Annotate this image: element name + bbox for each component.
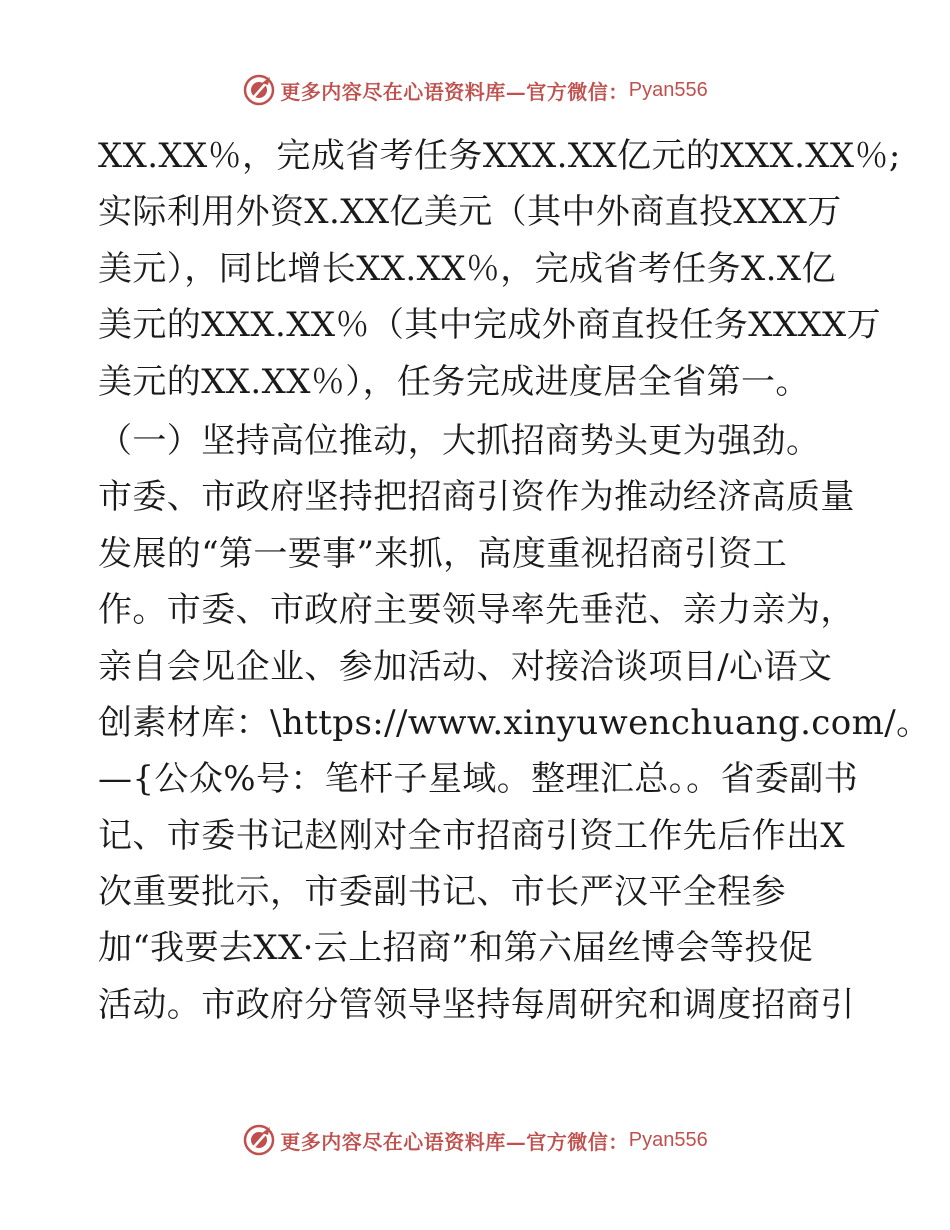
body-line: 活动。市政府分管领导坚持每周研究和调度招商引: [98, 984, 855, 1025]
body-line: 实际利用外资X.XX亿美元（其中外商直投XXX万: [98, 192, 842, 233]
body-line: 创素材库：\https://www.xinyuwenchuang.com/。: [98, 702, 931, 743]
body-line: 市委、市政府坚持把招商引资作为推动经济高质量: [98, 477, 855, 518]
body-line: 美元的XX.XX％），任务完成进度居全省第一。: [98, 361, 810, 402]
body-line: 加“我要去XX·云上招商”和第六届丝博会等投促: [98, 928, 814, 969]
section-heading: （一）坚持高位推动，大抓招商势头更为强劲。: [98, 420, 821, 461]
body-line: 亲自会见企业、参加活动、对接洽谈项目/心语文: [98, 646, 833, 687]
footer-banner: [0, 1120, 950, 1160]
body-line: 作。市委、市政府主要领导率先垂范、亲力亲为，: [98, 590, 855, 631]
footer-banner-text: 更多内容尽在心语资料库—官方微信：: [280, 1129, 629, 1154]
header-banner-text: 更多内容尽在心语资料库—官方微信：: [280, 79, 629, 104]
quill-seal-icon: [242, 1123, 276, 1157]
body-line: 记、市委书记赵刚对全市招商引资工作先后作出X: [98, 815, 846, 856]
quill-seal-icon: [242, 73, 276, 107]
body-line: 发展的“第一要事”来抓，高度重视招商引资工: [98, 533, 788, 574]
body-line: 美元），同比增长XX.XX％，完成省考任务X.X亿: [98, 248, 836, 289]
footer-wechat-id: Pyan556: [628, 1128, 708, 1151]
header-wechat-id: Pyan556: [628, 78, 708, 101]
document-body: [98, 128, 931, 1033]
body-line: 次重要批示，市委副书记、市长严汉平全程参: [98, 872, 786, 913]
body-line: 美元的XXX.XX％（其中完成外商直投任务XXXX万: [98, 305, 882, 346]
body-line: —{公众%号：笔杆子星域。整理汇总。。省委副书: [98, 759, 859, 800]
body-line: XX.XX％，完成省考任务XXX.XX亿元的XXX.XX％;: [98, 136, 901, 176]
header-banner: [0, 70, 950, 110]
